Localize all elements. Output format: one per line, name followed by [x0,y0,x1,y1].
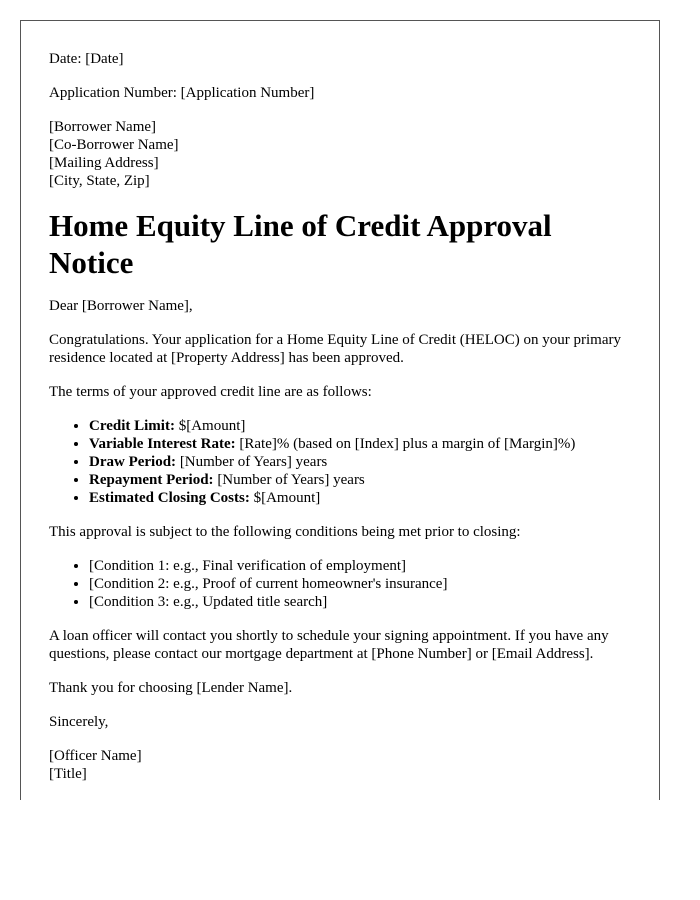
term-item-interest-rate [89,435,631,453]
term-value: [Number of Years] years [176,454,328,470]
term-item-credit-limit [89,417,631,435]
term-label: Estimated Closing Costs: [89,490,250,506]
term-value: [Number of Years] years [213,472,365,488]
thanks-line: Thank you for choosing [Lender Name]. [49,680,293,696]
letter-document [20,20,660,800]
borrower-name: [Borrower Name] [49,119,157,135]
term-label: Variable Interest Rate: [89,436,236,452]
condition-item: • [Condition 1: e.g., Final verification of employment] [89,557,631,575]
term-item-repayment-period [89,471,631,489]
application-number-line: Application Number: [Application Number] [49,85,315,101]
recipient-address-block [49,118,631,190]
terms-intro: The terms of your approved credit line are as follows: [49,384,372,400]
salutation: Dear [Borrower Name], [49,298,193,314]
mailing-address: [Mailing Address] [49,155,159,171]
conditions-intro: This approval is subject to the following conditions being met prior to closing: [49,524,521,540]
officer-name: [Officer Name] [49,748,142,764]
page-title: Home Equity Line of Credit Approval Notice [49,208,552,280]
terms-list [49,417,631,507]
date-line: Date: [Date] [49,51,124,67]
term-label: Draw Period: [89,454,177,470]
condition-item: • [Condition 3: e.g., Updated title search] [89,593,631,611]
closing-line: Sincerely, [49,714,109,730]
term-label: Repayment Period: [89,472,214,488]
term-value: [Rate]% (based on [Index] plus a margin of [Margin]%) [235,436,576,452]
co-borrower-name: [Co-Borrower Name] [49,137,179,153]
term-item-draw-period [89,453,631,471]
term-label: Credit Limit: [89,418,175,434]
conditions-list [49,557,631,611]
signature-block [49,747,631,783]
term-value: $[Amount] [249,490,321,506]
city-state-zip: [City, State, Zip] [49,173,150,189]
contact-paragraph: A loan officer will contact you shortly to schedule your signing appointment. If you have any questions, please contact our mortgage department at [Phone Number] or [Email Address]. [49,628,609,662]
congratulations-paragraph: Congratulations. Your application for a Home Equity Line of Credit (HELOC) on your primary residence located at [Property Address] has been approved. [49,332,621,366]
officer-title: [Title] [49,766,87,782]
term-value: $[Amount] [174,418,246,434]
condition-item: • [Condition 2: e.g., Proof of current homeowner's insurance] [89,575,631,593]
term-item-closing-costs [89,489,631,507]
